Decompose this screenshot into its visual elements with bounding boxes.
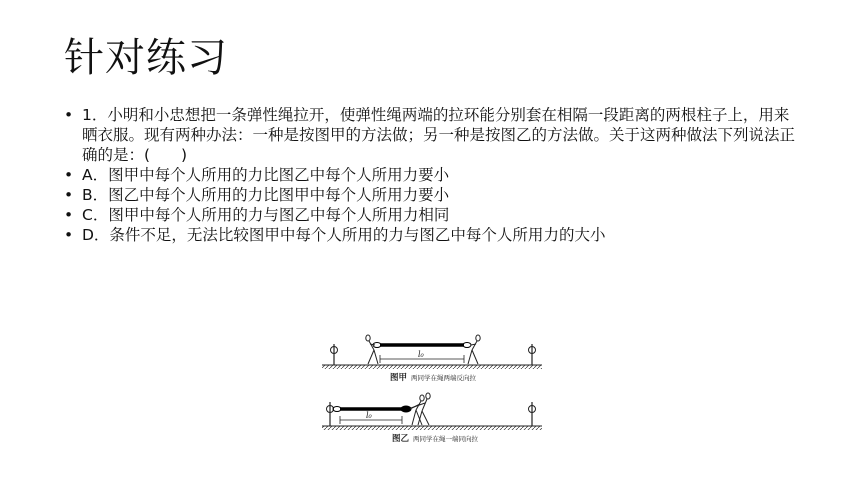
rope-pull-diagram bbox=[318, 332, 546, 450]
ground-a bbox=[322, 365, 542, 369]
caption-b-main: 图乙 bbox=[392, 434, 410, 444]
post-right-a bbox=[529, 344, 536, 365]
rope-pull-figure bbox=[318, 332, 546, 450]
caption-a-sub: 两同学在绳两端反向拉 bbox=[411, 374, 477, 382]
post-left-a bbox=[331, 344, 338, 365]
caption-a-main: 图甲 bbox=[390, 373, 408, 383]
caption-a bbox=[390, 373, 476, 383]
person-right-a bbox=[468, 335, 480, 364]
length-label-a: l₀ bbox=[418, 350, 424, 359]
option-d: • D．条件不足，无法比较图甲中每个人所用的力与图乙中每个人所用力的大小 bbox=[64, 225, 799, 245]
figure-a bbox=[322, 335, 542, 369]
question-text: • 1．小明和小忠想把一条弹性绳拉开，使弹性绳两端的拉环能分别套在相隔一段距离的两根柱子上，用来晒衣服。现有两种办法：一种是按图甲的方法做；另一种是按图乙的方法做。关于这两种做法下列说法正确的是：( ) bbox=[64, 105, 799, 165]
caption-b-sub: 两同学在绳一端同向拉 bbox=[413, 435, 479, 443]
option-c: • C．图甲中每个人所用的力与图乙中每个人所用力相同 bbox=[64, 205, 799, 225]
caption-b bbox=[392, 434, 478, 444]
post-left-b bbox=[327, 402, 334, 426]
figure-b bbox=[322, 393, 542, 430]
person-left-a bbox=[366, 335, 378, 364]
option-a: • A．图甲中每个人所用的力比图乙中每个人所用力要小 bbox=[64, 165, 799, 185]
slide-title: 针对练习 bbox=[64, 35, 228, 81]
persons-b bbox=[410, 393, 430, 425]
ground-b bbox=[322, 426, 542, 430]
length-label-b: l₀ bbox=[366, 411, 372, 420]
post-right-b bbox=[529, 402, 536, 426]
option-b: • B．图乙中每个人所用的力比图甲中每个人所用力要小 bbox=[64, 185, 799, 205]
question-list bbox=[64, 105, 799, 245]
